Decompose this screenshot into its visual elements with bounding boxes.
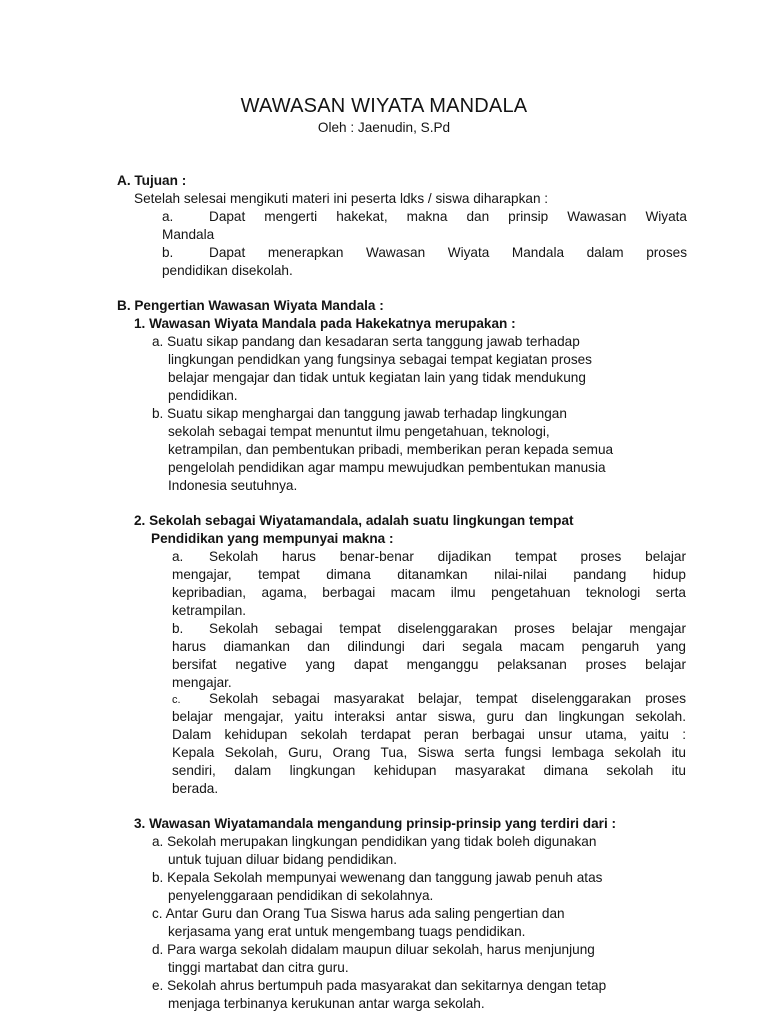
- point-1-item-b: sekolah sebagai tempat menuntut ilmu pengetahuan, teknologi,: [168, 424, 550, 439]
- point-3-item-c: kerjasama yang erat untuk mengembang tuags pendidikan.: [168, 924, 526, 939]
- point-3-item-a: untuk tujuan diluar bidang pendidikan.: [168, 852, 398, 867]
- point-3-item-c: c. Antar Guru dan Orang Tua Siswa harus ada saling pengertian dan: [152, 906, 565, 921]
- point-2-item-c: belajar mengajar, yaitu interaksi antar siswa, guru dan lingkungan sekolah.: [172, 709, 686, 724]
- section-a-item-b-line: pendidikan disekolah.: [162, 263, 293, 278]
- point-1-heading: 1. Wawasan Wiyata Mandala pada Hakekatnya merupakan :: [134, 316, 516, 331]
- point-2-item-a-marker: a.: [172, 549, 184, 564]
- section-a-intro: Setelah selesai mengikuti materi ini peserta ldks / siswa diharapkan :: [134, 191, 549, 206]
- point-1-item-a: a. Suatu sikap pandang dan kesadaran serta tanggung jawab terhadap: [152, 334, 580, 349]
- document-title: WAWASAN WIYATA MANDALA: [240, 95, 528, 117]
- point-1-item-a: belajar mengajar dan tidak untuk kegiatan lain yang tidak mendukung: [168, 370, 586, 385]
- point-3-item-e: menjaga terbinanya kerukunan antar warga sekolah.: [168, 996, 485, 1011]
- point-2-item-a: kepribadian, agama, berbagai macam ilmu pengetahuan teknologi serta: [172, 585, 686, 600]
- point-1-item-b: pengelolah pendidikan agar mampu mewujudkan pembentukan manusia: [168, 460, 606, 475]
- point-2-item-c: berada.: [172, 781, 219, 796]
- section-a-item-a-line: Dapat mengerti hakekat, makna dan prinsip Wawasan Wiyata: [209, 209, 687, 224]
- point-2-item-b: bersifat negative yang dapat menganggu pelaksanan proses belajar: [172, 657, 686, 672]
- point-3-item-a: a. Sekolah merupakan lingkungan pendidikan yang tidak boleh digunakan: [152, 834, 597, 849]
- point-2-heading: Pendidikan yang mempunyai makna :: [151, 531, 394, 546]
- point-2-item-b: harus diamankan dan dilindungi dari segala macam pengaruh yang: [172, 639, 686, 654]
- point-2-item-c: Kepala Sekolah, Guru, Orang Tua, Siswa serta fungsi lembaga sekolah itu: [172, 745, 686, 760]
- point-2-item-c: Dalam kehidupan sekolah terdapat peran berbagai unsur utama, yaitu :: [172, 727, 686, 742]
- point-2-item-b: Sekolah sebagai tempat diselenggarakan proses belajar mengajar: [209, 621, 686, 636]
- point-3-item-b: penyelenggaraan pendidikan di sekolahnya.: [168, 888, 434, 903]
- point-2-item-b-marker: b.: [172, 621, 184, 636]
- point-3-item-e: e. Sekolah ahrus bertumpuh pada masyarakat dan sekitarnya dengan tetap: [152, 978, 607, 993]
- point-1-item-a: pendidikan.: [168, 388, 238, 403]
- section-a-heading: A. Tujuan :: [117, 173, 187, 188]
- point-2-item-b: mengajar.: [172, 675, 232, 690]
- point-3-heading: 3. Wawasan Wiyatamandala mengandung prinsip-prinsip yang terdiri dari :: [134, 816, 617, 831]
- point-3-item-d: d. Para warga sekolah didalam maupun diluar sekolah, harus menjunjung: [152, 942, 595, 957]
- section-b-heading: B. Pengertian Wawasan Wiyata Mandala :: [117, 298, 384, 313]
- point-2-item-c-marker: c.: [172, 694, 181, 706]
- point-2-item-a: ketrampilan.: [172, 603, 247, 618]
- section-a-item-a-marker: a.: [162, 209, 174, 224]
- document-author: Oleh : Jaenudin, S.Pd: [317, 120, 451, 135]
- section-a-item-a-line: Mandala: [162, 227, 215, 242]
- point-2-item-c: sendiri, dalam lingkungan kehidupan masyarakat dimana sekolah itu: [172, 763, 686, 778]
- point-2-heading: 2. Sekolah sebagai Wiyatamandala, adalah suatu lingkungan tempat: [134, 513, 574, 528]
- point-2-item-a: mengajar, tempat dimana ditanamkan nilai-nilai pandang hidup: [172, 567, 686, 582]
- point-2-item-c: Sekolah sebagai masyarakat belajar, tempat diselenggarakan proses: [209, 691, 686, 706]
- point-2-item-a: Sekolah harus benar-benar dijadikan tempat proses belajar: [209, 549, 686, 564]
- point-1-item-b: b. Suatu sikap menghargai dan tanggung jawab terhadap lingkungan: [152, 406, 567, 421]
- section-a-item-b-marker: b.: [162, 245, 174, 260]
- point-1-item-b: Indonesia seutuhnya.: [168, 478, 298, 493]
- section-a-item-b-line: Dapat menerapkan Wawasan Wiyata Mandala dalam proses: [209, 245, 687, 260]
- point-1-item-b: ketrampilan, dan pembentukan pribadi, memberikan peran kepada semua: [168, 442, 614, 457]
- point-3-item-d: tinggi martabat dan citra guru.: [168, 960, 349, 975]
- point-1-item-a: lingkungan pendidkan yang fungsinya sebagai tempat kegiatan proses: [168, 352, 592, 367]
- point-3-item-b: b. Kepala Sekolah mempunyai wewenang dan tanggung jawab penuh atas: [152, 870, 603, 885]
